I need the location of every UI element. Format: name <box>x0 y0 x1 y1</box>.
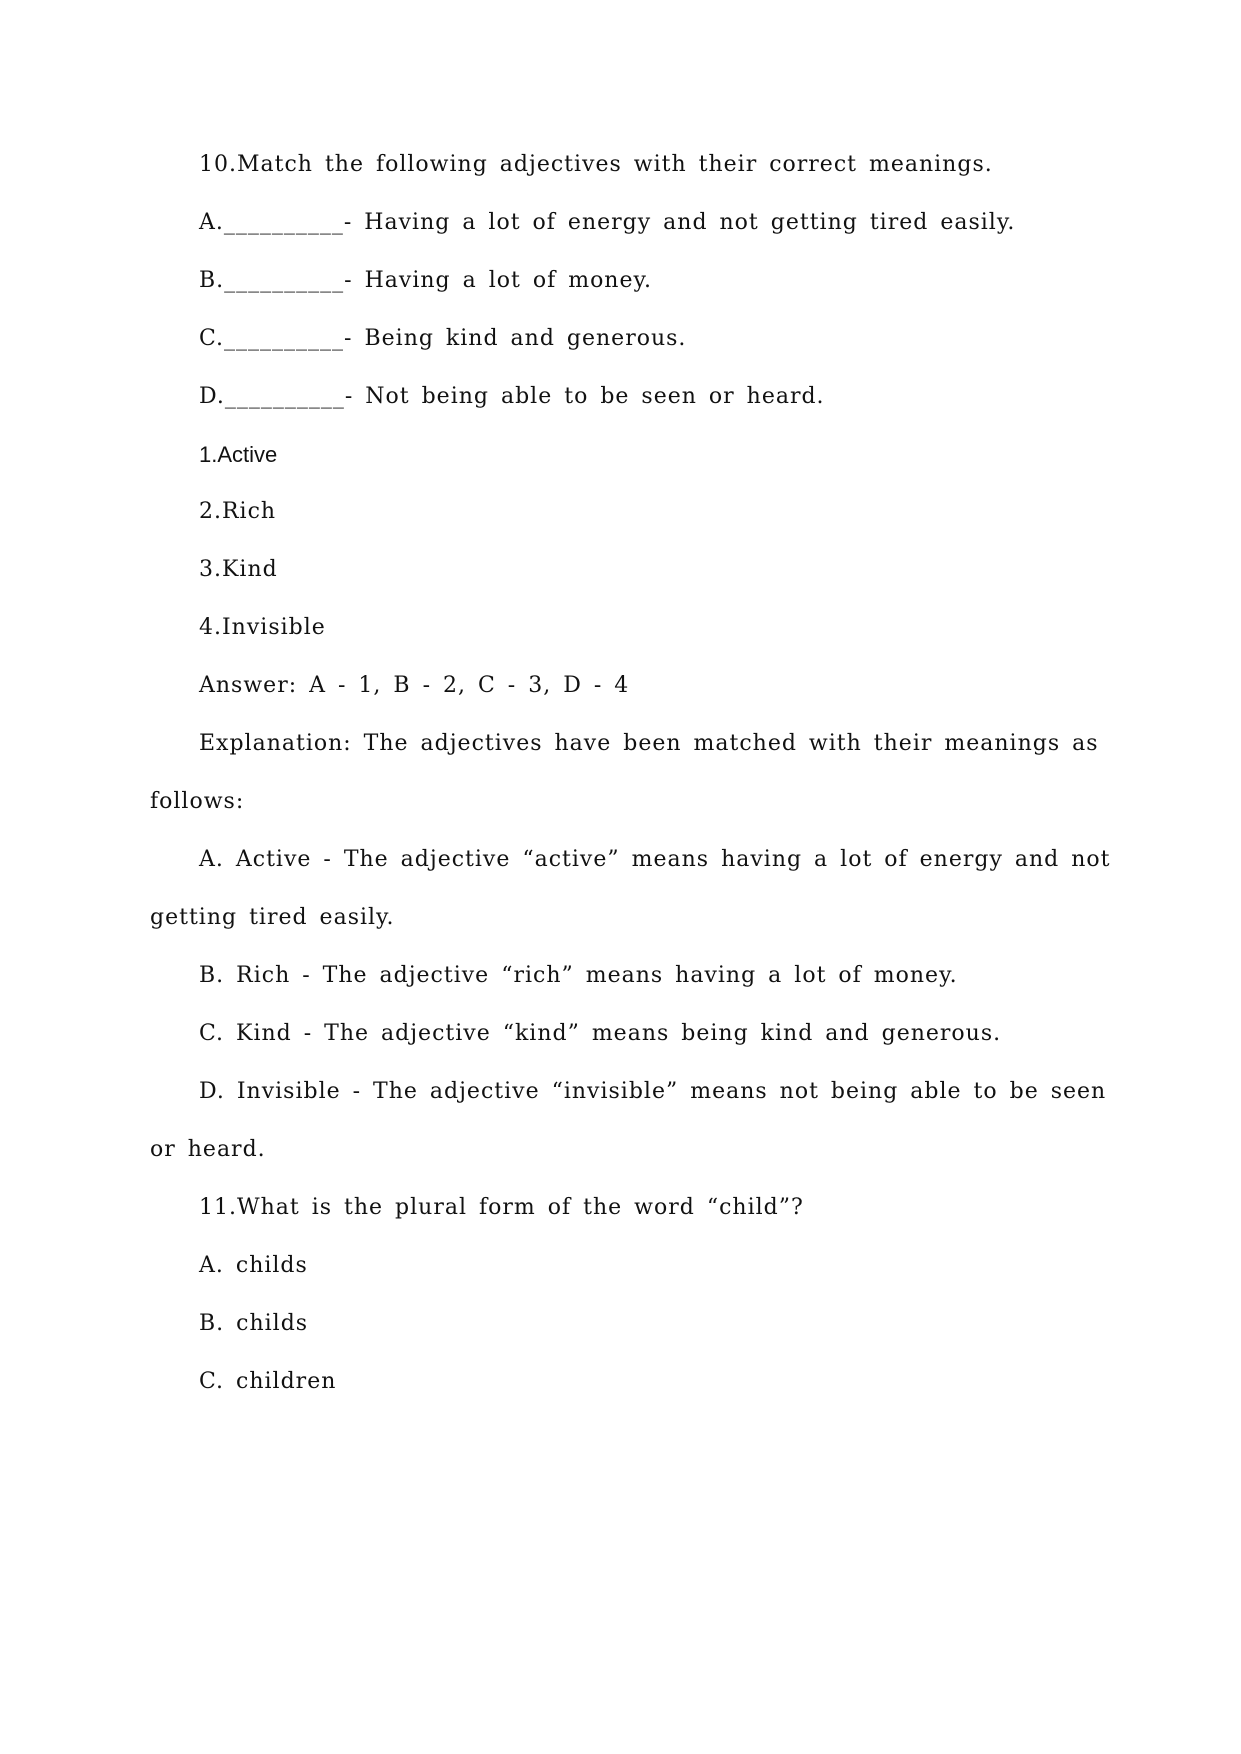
q10-word-4: 4.Invisible <box>199 615 326 640</box>
q10-explanation-b: B. Rich - The adjective “rich” means having a lot of money. <box>199 963 958 988</box>
q10-option-b: B.__________- Having a lot of money. <box>199 268 652 293</box>
q11-option-b: B. childs <box>199 1311 309 1336</box>
q10-word-1: 1.Active <box>199 442 278 467</box>
question-11: 11.What is the plural form of the word “child”? <box>199 1195 804 1220</box>
q10-option-d: D.__________- Not being able to be seen or heard. <box>199 384 825 409</box>
q10-explanation-a-cont: getting tired easily. <box>150 905 395 930</box>
q10-explanation-a: A. Active - The adjective “active” means having a lot of energy and not <box>199 847 1111 872</box>
q10-explanation-intro-cont: follows: <box>150 789 245 814</box>
q10-explanation-d: D. Invisible - The adjective “invisible” means not being able to be seen <box>199 1079 1107 1104</box>
q10-explanation-d-cont: or heard. <box>150 1137 266 1162</box>
q10-word-3: 3.Kind <box>199 557 278 582</box>
q10-explanation-c: C. Kind - The adjective “kind” means being kind and generous. <box>199 1021 1002 1046</box>
q10-explanation-intro: Explanation: The adjectives have been matched with their meanings as <box>199 731 1099 756</box>
q10-word-2: 2.Rich <box>199 499 277 524</box>
q10-answer: Answer: A - 1, B - 2, C - 3, D - 4 <box>199 673 630 698</box>
question-10: 10.Match the following adjectives with their correct meanings. <box>199 152 993 177</box>
q10-option-c: C.__________- Being kind and generous. <box>199 326 687 351</box>
q11-option-a: A. childs <box>199 1253 308 1278</box>
q11-option-c: C. children <box>199 1369 337 1394</box>
q10-option-a: A.__________- Having a lot of energy and not getting tired easily. <box>199 210 1016 235</box>
